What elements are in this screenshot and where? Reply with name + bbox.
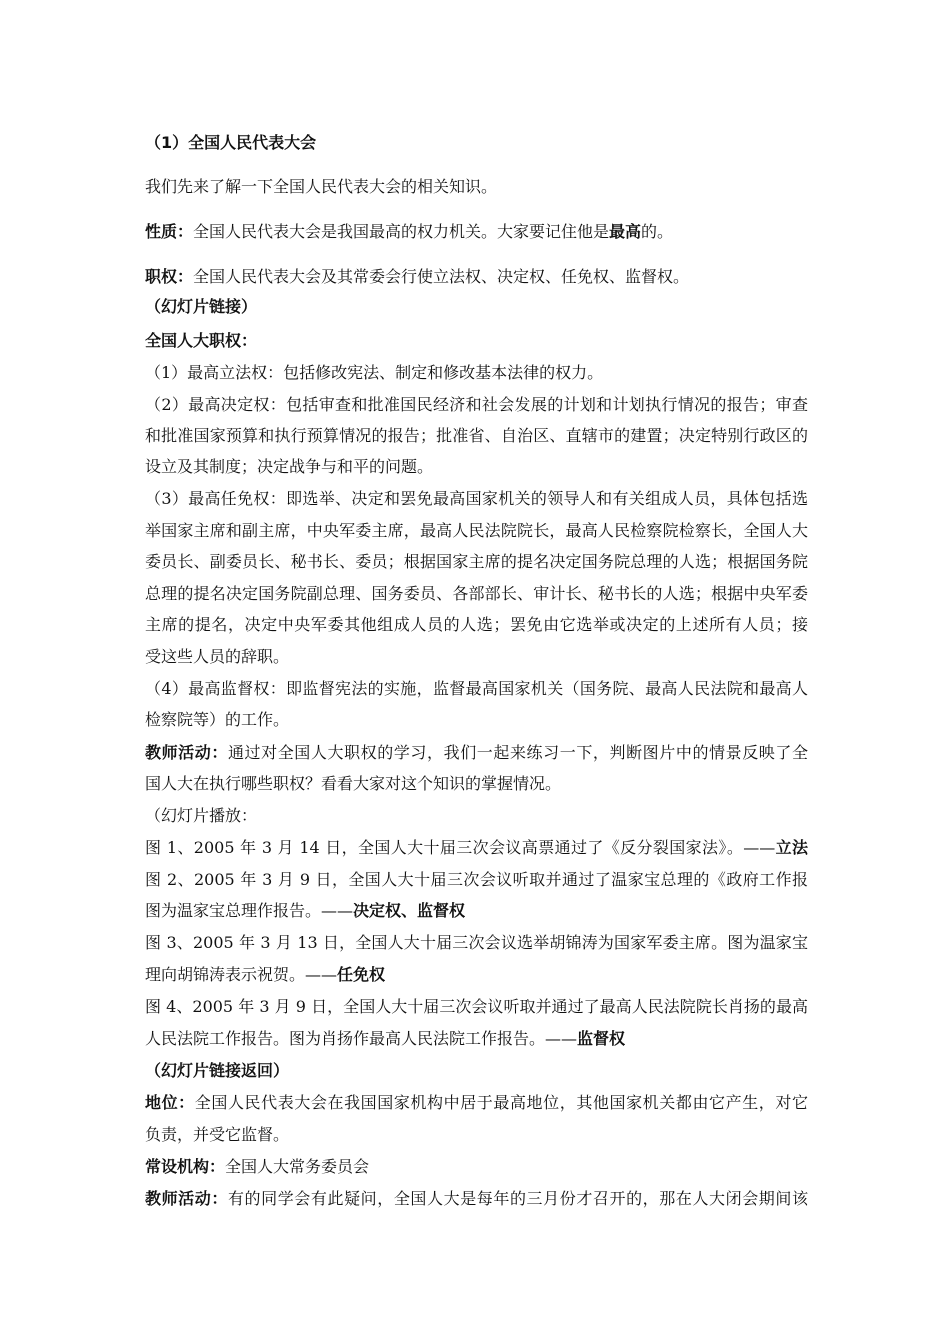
text-line: [145, 1124, 808, 1146]
text-segment: 主席的提名，决定中央军委其他组成人员的人选；罢免由它选举或决定的上述所有人员；接: [145, 615, 808, 634]
text-segment: 国人大在执行哪些职权？看看大家对这个知识的掌握情况。: [145, 774, 562, 793]
bold-label: 任免权: [337, 965, 386, 984]
text-line: [145, 837, 808, 859]
text-line: [145, 646, 808, 668]
text-line: [145, 362, 808, 384]
text-line: [145, 1060, 808, 1082]
text-line: [145, 678, 808, 700]
text-segment: 总理的提名决定国务院副总理、国务委员、各部部长、审计长、秘书长的人选；根据中央军委: [145, 584, 808, 603]
text-line: [145, 330, 808, 352]
text-segment: 举国家主席和副主席，中央军委主席，最高人民法院院长，最高人民检察院检察长，全国人大: [145, 521, 808, 540]
text-line: [145, 176, 808, 198]
text-line: [145, 773, 808, 795]
text-segment: （1）最高立法权：包括修改宪法、制定和修改基本法律的权力。: [145, 363, 604, 382]
text-line: [145, 132, 808, 154]
text-line: [145, 900, 808, 922]
text-segment: 和批准国家预算和执行预算情况的报告；批准省、自治区、直辖市的建置；决定特别行政区的: [145, 426, 808, 445]
text-line: [145, 709, 808, 731]
text-segment: 图为温家宝总理作报告。——: [145, 901, 354, 920]
text-line: [145, 964, 808, 986]
text-segment: 有的同学会有此疑问，全国人大是每年的三月份才召开的，那在人大闭会期间该: [227, 1189, 808, 1208]
text-line: [145, 996, 808, 1018]
text-segment: 委员长、副委员长、秘书长、委员；根据国家主席的提名决定国务院总理的人选；根据国务院: [145, 552, 808, 571]
text-line: [145, 456, 808, 478]
text-line: [145, 1188, 808, 1210]
text-line: [145, 583, 808, 605]
bold-label: 地位：: [145, 1093, 195, 1112]
text-segment: 图 1、2005 年 3 月 14 日，全国人大十届三次会议高票通过了《反分裂国家法》。——: [145, 838, 776, 857]
bold-label: 全国人大职权：: [145, 331, 258, 350]
bold-label: （幻灯片链接返回）: [145, 1061, 290, 1080]
text-segment: 检察院等）的工作。: [145, 710, 290, 729]
text-segment: 人民法院工作报告。图为肖扬作最高人民法院工作报告。——: [145, 1029, 578, 1048]
text-line: [145, 266, 808, 288]
text-segment: 我们先来了解一下全国人民代表大会的相关知识。: [145, 177, 498, 196]
bold-label: 职权：: [145, 267, 194, 286]
text-segment: （3）最高任免权：即选举、决定和罢免最高国家机关的领导人和有关组成人员，具体包括选: [145, 489, 808, 508]
text-line: [145, 221, 808, 243]
text-line: [145, 296, 808, 318]
bold-label: （1）全国人民代表大会: [145, 133, 317, 152]
text-line: [145, 488, 808, 510]
bold-label: 常设机构：: [145, 1157, 226, 1176]
text-segment: 图 3、2005 年 3 月 13 日，全国人大十届三次会议选举胡锦涛为国家军委主席。图为温家宝: [145, 933, 808, 952]
bold-label: （幻灯片链接）: [145, 297, 258, 316]
text-line: [145, 869, 808, 891]
text-line: [145, 1028, 808, 1050]
bold-label: 教师活动：: [145, 743, 228, 762]
text-segment: 全国人民代表大会及其常委会行使立法权、决定权、任免权、监督权。: [193, 267, 690, 286]
bold-label: 性质：: [145, 222, 194, 241]
text-line: [145, 742, 808, 764]
text-segment: 设立及其制度；决定战争与和平的问题。: [145, 457, 434, 476]
text-segment: 的。: [641, 222, 674, 241]
text-segment: 受这些人员的辞职。: [145, 647, 290, 666]
text-line: [145, 1092, 808, 1114]
text-segment: （2）最高决定权：包括审查和批准国民经济和社会发展的计划和计划执行情况的报告；审查: [145, 395, 808, 414]
text-segment: （4）最高监督权：即监督宪法的实施，监督最高国家机关（国务院、最高人民法院和最高人: [145, 679, 808, 698]
bold-label: 教师活动：: [145, 1189, 228, 1208]
text-segment: 全国人民代表大会是我国最高的权力机关。大家要记住他是: [193, 222, 610, 241]
bold-label: 立法: [775, 838, 808, 857]
text-line: [145, 425, 808, 447]
text-line: [145, 1156, 808, 1178]
text-segment: （幻灯片播放：: [145, 806, 258, 825]
text-segment: 全国人大常务委员会: [225, 1157, 370, 1176]
text-line: [145, 520, 808, 542]
text-line: [145, 394, 808, 416]
bold-label: 监督权: [577, 1029, 626, 1048]
text-segment: 图 4、2005 年 3 月 9 日，全国人大十届三次会议听取并通过了最高人民法院院长肖扬的最高: [145, 997, 808, 1016]
text-segment: 理向胡锦涛表示祝贺。——: [145, 965, 338, 984]
text-line: [145, 551, 808, 573]
text-segment: 全国人民代表大会在我国国家机构中居于最高地位，其他国家机关都由它产生，对它: [194, 1093, 808, 1112]
text-line: [145, 932, 808, 954]
text-segment: 通过对全国人大职权的学习，我们一起来练习一下，判断图片中的情景反映了全: [227, 743, 808, 762]
bold-label: 决定权、监督权: [353, 901, 466, 920]
bold-label: 最高: [609, 222, 642, 241]
text-line: [145, 805, 808, 827]
text-segment: 负责，并受它监督。: [145, 1125, 290, 1144]
text-line: [145, 614, 808, 636]
text-segment: 图 2、2005 年 3 月 9 日，全国人大十届三次会议听取并通过了温家宝总理的《政府工作报: [145, 870, 808, 889]
